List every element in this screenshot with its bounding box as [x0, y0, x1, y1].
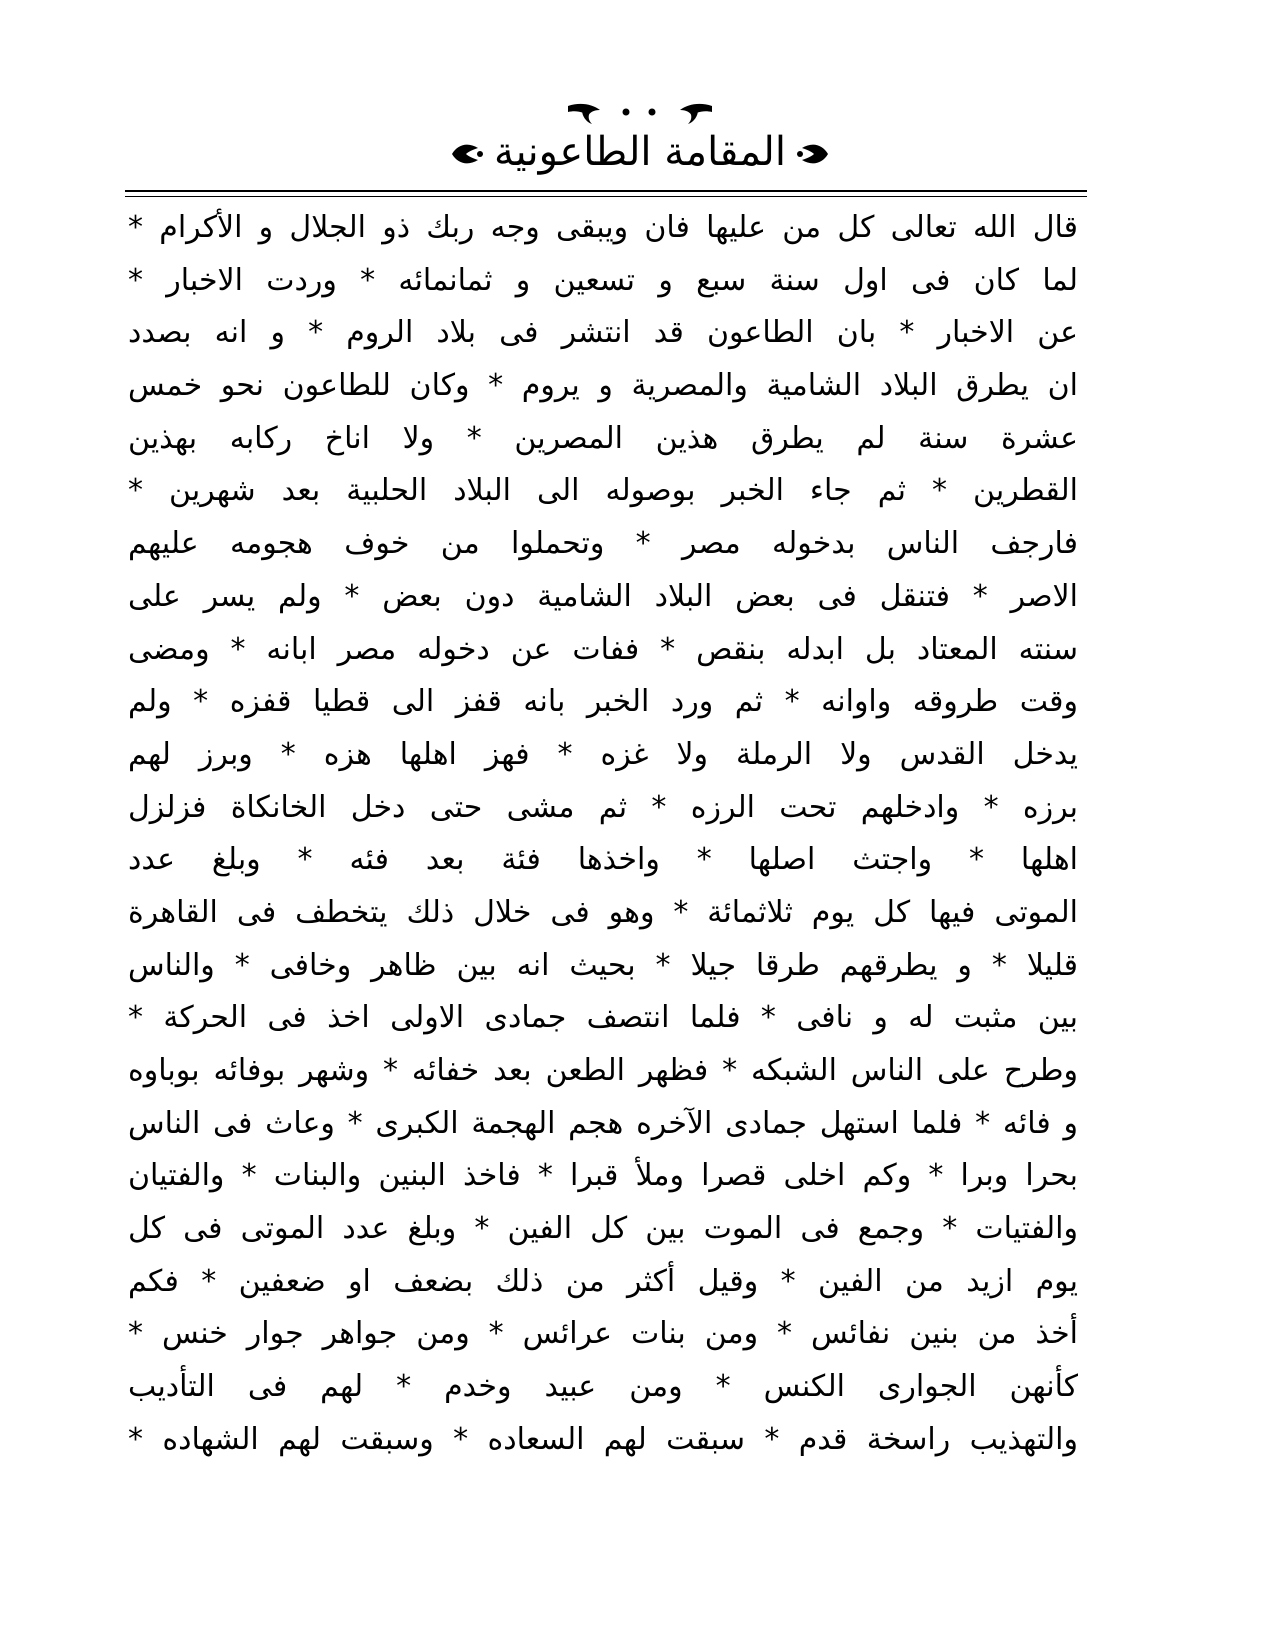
text-line: قال الله تعالى كل من عليها فان ويبقى وجه ربك ذو الجلال و الأكرام * — [128, 210, 1078, 245]
fleuron-icon — [446, 136, 486, 172]
text-line: ان يطرق البلاد الشامية والمصرية و يروم * وكان للطاعون نحو خمس — [128, 368, 1078, 404]
text-line: عن الاخبار * بان الطاعون قد انتشر فى بلاد الروم * و انه بصدد — [128, 315, 1078, 351]
text-line: الموتى فيها كل يوم ثلاثمائة * وهو فى خلال ذلك يتخطف فى القاهرة — [128, 894, 1078, 930]
text-line: لما كان فى اول سنة سبع و تسعين و ثمانمائه * وردت الاخبار * — [128, 262, 1078, 298]
text-line: والتهذيب راسخة قدم * سبقت لهم السعاده * وسبقت لهم الشهاده * — [128, 1421, 1078, 1457]
text-line: وطرح على الناس الشبكه * فظهر الطعن بعد خفائه * وشهر بوفائه بوباوه — [128, 1053, 1078, 1088]
body-text — [128, 202, 1078, 1467]
text-line: يوم ازيد من الفين * وقيل أكثر من ذلك بضعف او ضعفين * فكم — [128, 1263, 1078, 1299]
title-row — [440, 122, 840, 184]
text-line: والفتيات * وجمع فى الموت بين كل الفين * وبلغ عدد الموتى فى كل — [128, 1211, 1078, 1247]
text-line: اهلها * واجتث اصلها * واخذها فئة بعد فئه * وبلغ عدد — [128, 842, 1078, 878]
text-line: قليلا * و يطرقهم طرقا جيلا * بحيث انه بين ظاهر وخافى * والناس — [128, 947, 1078, 983]
page-title: المقامة الطاعونية — [494, 129, 786, 175]
text-line: فارجف الناس بدخوله مصر * وتحملوا من خوف هجومه عليهم — [128, 526, 1078, 562]
text-line: كأنهن الجوارى الكنس * ومن عبيد وخدم * لهم فى التأديب — [128, 1369, 1078, 1405]
text-line: أخذ من بنين نفائس * ومن بنات عرائس * ومن جواهر جوار خنس * — [128, 1316, 1078, 1352]
text-line: سنته المعتاد بل ابدله بنقص * ففات عن دخوله مصر ابانه * ومضى — [128, 631, 1078, 667]
text-line: الاصر * فتنقل فى بعض البلاد الشامية دون بعض * ولم يسر على — [128, 578, 1078, 614]
text-line: بحرا وبرا * وكم اخلى قصرا وملأ قبرا * فاخذ البنين والبنات * والفتيان — [128, 1158, 1078, 1194]
text-line: بين مثبت له و نافى * فلما انتصف جمادى الاولى اخذ فى الحركة * — [128, 1000, 1078, 1036]
text-line: القطرين * ثم جاء الخبر بوصوله الى البلاد الحلبية بعد شهرين * — [128, 473, 1078, 509]
title-divider — [125, 190, 1087, 197]
text-line: عشرة سنة لم يطرق هذين المصرين * ولا اناخ ركابه بهذين — [128, 420, 1078, 456]
text-line: و فائه * فلما استهل جمادى الآخره هجم الهجمة الكبرى * وعاث فى الناس — [128, 1105, 1078, 1141]
text-line: يدخل القدس ولا الرملة ولا غزه * فهز اهلها هزه * وبرز لهم — [128, 736, 1078, 772]
fleuron-icon — [794, 136, 834, 172]
text-line: وقت طروقه واوانه * ثم ورد الخبر بانه قفز الى قطيا قفزه * ولم — [128, 684, 1078, 720]
text-line: برزه * وادخلهم تحت الرزه * ثم مشى حتى دخل الخانكاة فزلزل — [128, 789, 1078, 825]
